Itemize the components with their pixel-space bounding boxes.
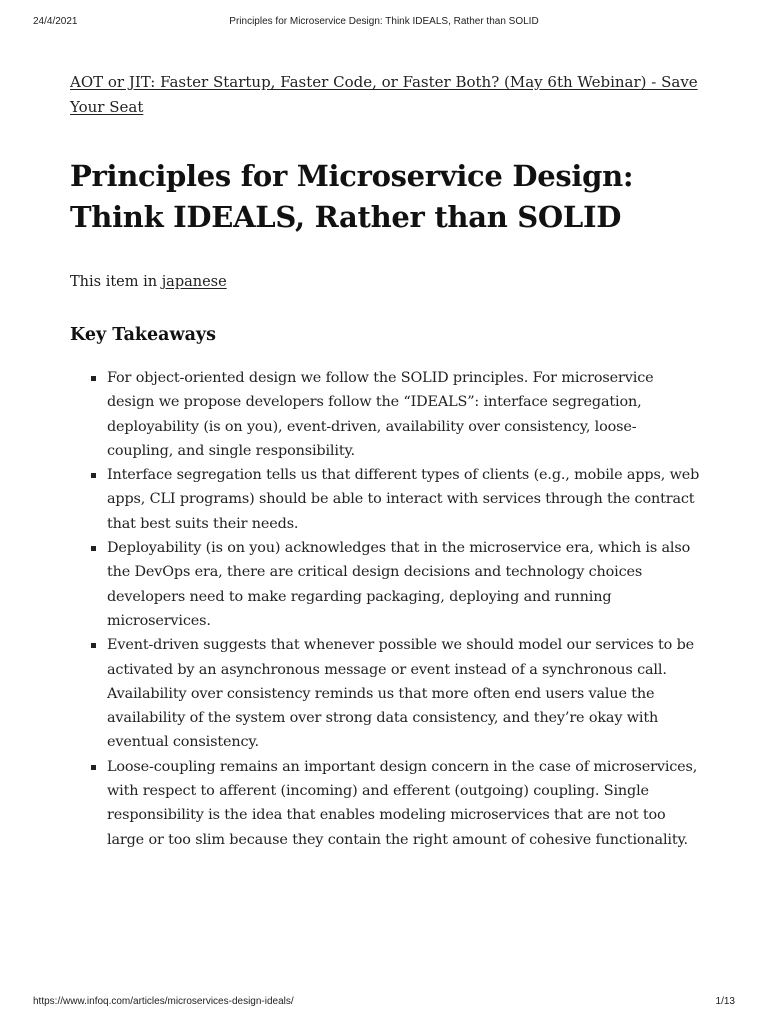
- language-prefix: This item in: [70, 274, 162, 290]
- language-line: [70, 271, 702, 293]
- takeaway-item: [107, 633, 702, 754]
- page-number: 1/13: [715, 996, 735, 1007]
- print-footer: [33, 996, 735, 1010]
- takeaway-text: Interface segregation tells us that different types of clients (e.g., mobile apps, web apps, CLI programs) should be able to interact with services through the contract that best suits their needs.: [107, 467, 700, 532]
- bullet-icon: [91, 765, 96, 770]
- takeaway-item: [107, 536, 702, 633]
- key-takeaways-heading: Key Takeaways: [70, 325, 216, 345]
- print-date: 24/4/2021: [33, 16, 78, 27]
- japanese-language-link[interactable]: japanese: [161, 274, 227, 290]
- takeaway-item: [107, 463, 702, 536]
- bullet-icon: [91, 376, 96, 381]
- bullet-icon: [91, 473, 96, 478]
- bullet-icon: [91, 546, 96, 551]
- print-header: [33, 16, 735, 30]
- bullet-icon: [91, 643, 96, 648]
- article-title: Principles for Microservice Design: Think IDEALS, Rather than SOLID: [70, 159, 634, 234]
- takeaway-item: [107, 366, 702, 463]
- takeaway-text: For object-oriented design we follow the SOLID principles. For microservice design we propose developers follow the “IDEALS”: interface segregation, deployability (is on you), event-driven, availability over consistency, loose-coupling, and single responsibility.: [107, 370, 654, 459]
- key-takeaways-list: [70, 366, 702, 852]
- takeaway-text: Loose-coupling remains an important design concern in the case of microservices, with respect to afferent (incoming) and efferent (outgoing) coupling. Single responsibility is the idea that enables modeling microservices that are not too large or too slim because they contain the right amount of cohesive functionality.: [107, 758, 698, 848]
- takeaway-text: Deployability (is on you) acknowledges that in the microservice era, which is also the DevOps era, there are critical design decisions and technology choices developers need to make regarding packaging, deploying and running microservices.: [107, 540, 691, 629]
- takeaway-text: Event-driven suggests that whenever possible we should model our services to be activated by an asynchronous message or event instead of a synchronous call. Availability over consistency reminds us that more often end users value the availability of the system over strong data consistency, and they’re okay with eventual consistency.: [107, 637, 695, 751]
- webinar-promo-link[interactable]: AOT or JIT: Faster Startup, Faster Code, or Faster Both? (May 6th Webinar) - Save Your Seat: [70, 73, 698, 116]
- print-document-title: Principles for Microservice Design: Think IDEALS, Rather than SOLID: [229, 16, 539, 27]
- takeaway-item: [107, 755, 702, 852]
- page-url: https://www.infoq.com/articles/microservices-design-ideals/: [33, 996, 294, 1007]
- article-content: [70, 70, 702, 852]
